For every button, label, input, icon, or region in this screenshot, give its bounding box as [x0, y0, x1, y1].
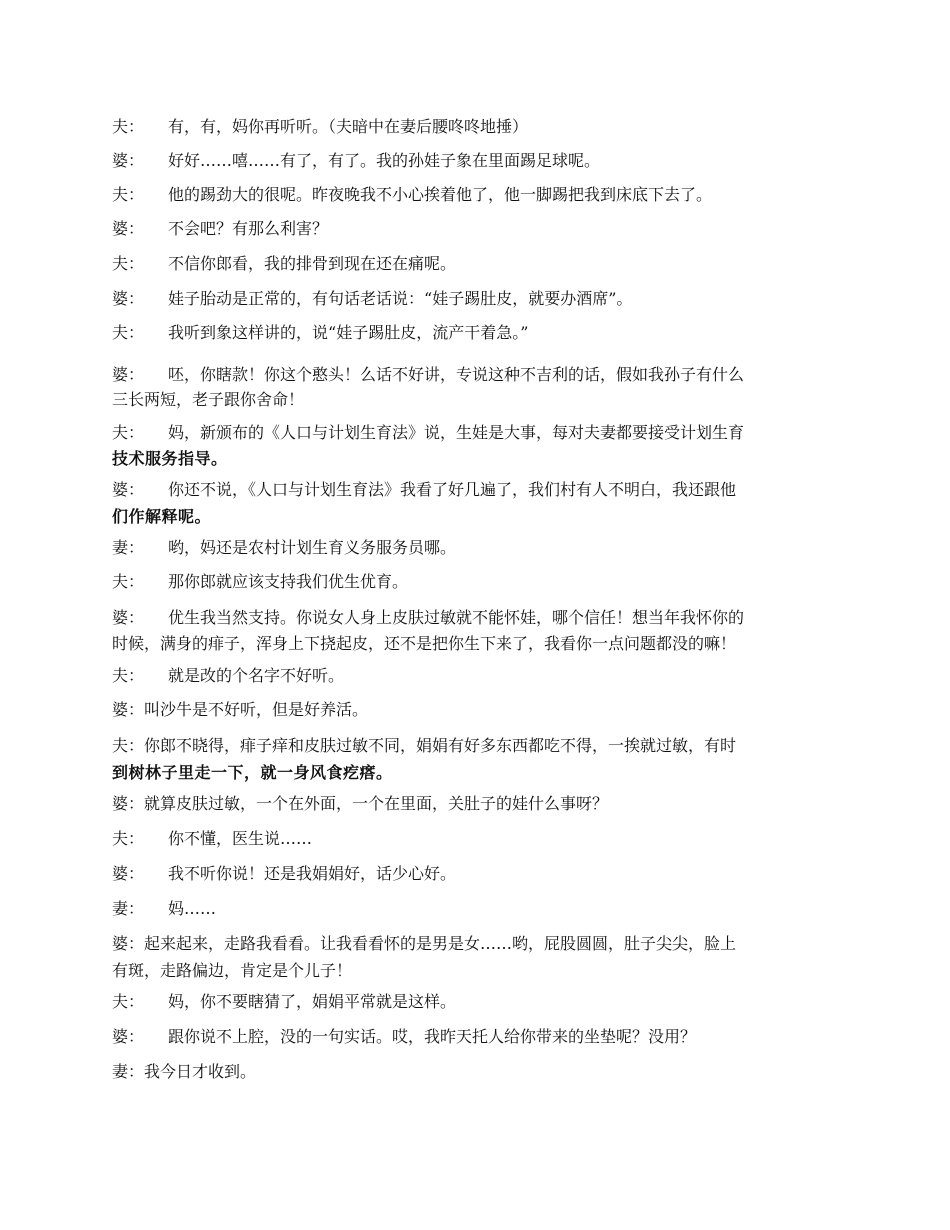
dialogue-line [112, 605, 842, 630]
dialogue-line [112, 989, 842, 1014]
speaker-label: 婆： [112, 289, 145, 308]
dialogue-text: 那你郎就应该支持我们优生优育。 [168, 572, 409, 591]
speaker-label: 婆： [112, 365, 145, 384]
dialogue-line [112, 569, 842, 594]
speaker-label: 夫： [112, 117, 145, 136]
dialogue-line [112, 826, 842, 851]
dialogue-line [112, 420, 842, 445]
dialogue-text: 就是改的个名字不好听。 [168, 666, 345, 685]
dialogue-line [112, 216, 842, 241]
speaker-label: 婆： [112, 934, 145, 953]
dialogue-continuation: 们作解释呢。 [112, 507, 212, 526]
dialogue-line [112, 320, 842, 345]
dialogue-line [112, 931, 842, 956]
speaker-label: 夫： [112, 423, 145, 442]
dialogue-text: 优生我当然支持。你说女人身上皮肤过敏就不能怀娃，哪个信任！想当年我怀你的 [168, 608, 745, 627]
dialogue-line [112, 251, 842, 276]
speaker-label: 夫： [112, 185, 145, 204]
dialogue-text: 哟，妈还是农村计划生育义务服务员哪。 [168, 538, 457, 557]
dialogue-continuation: 三长两短，老子跟你舍命！ [112, 390, 305, 409]
dialogue-line [112, 663, 842, 688]
dialogue-text: 妈…… [168, 899, 217, 918]
dialogue-line [112, 733, 842, 758]
speaker-label: 夫： [112, 829, 145, 848]
speaker-label: 婆： [112, 608, 145, 627]
speaker-label: 婆： [112, 219, 145, 238]
dialogue-text: 你郎不晓得，痱子痒和皮肤过敏不同，娟娟有好多东西都吃不得，一挨就过敏，有时 [144, 736, 737, 755]
speaker-label: 妻： [112, 538, 145, 557]
dialogue-line [112, 148, 842, 173]
dialogue-text: 呸，你瞎款！你这个憨头！么话不好讲，专说这种不吉利的话，假如我孙子有什么 [168, 365, 745, 384]
speaker-label: 婆： [112, 151, 145, 170]
dialogue-text: 不会吧？有那么利害？ [168, 219, 329, 238]
dialogue-text: 你不懂，医生说…… [168, 829, 313, 848]
dialogue-text: 起来起来，走路我看看。让我看看怀的是男是女……哟，屁股圆圆，肚子尖尖，脸上 [144, 934, 737, 953]
speaker-label: 夫： [112, 323, 145, 342]
dialogue-text: 娃子胎动是正常的，有句话老话说：“娃子踢肚皮，就要办酒席”。 [168, 289, 633, 308]
speaker-label: 婆： [112, 794, 145, 813]
dialogue-text: 我今日才收到。 [144, 1062, 257, 1081]
dialogue-text: 叫沙牛是不好听，但是好养活。 [144, 700, 369, 719]
dialogue-line [112, 791, 842, 816]
dialogue-continuation: 时候，满身的痱子，浑身上下挠起皮，还不是把你生下来了，我看你一点问题都没的嘛！ [112, 634, 737, 653]
dialogue-line [112, 896, 842, 921]
dialogue-continuation: 到树林子里走一下，就一身风食疙瘩。 [112, 763, 393, 782]
dialogue-line [112, 1024, 842, 1049]
speaker-label: 妻： [112, 899, 145, 918]
speaker-label: 夫： [112, 992, 145, 1011]
speaker-label: 夫： [112, 736, 145, 755]
dialogue-continuation: 有斑，走路偏边，肯定是个儿子！ [112, 961, 353, 980]
speaker-label: 婆： [112, 1027, 145, 1046]
dialogue-text: 你还不说，《人口与计划生育法》我看了好几遍了，我们村有人不明白，我还跟他 [168, 480, 737, 499]
dialogue-text: 不信你郎看，我的排骨到现在还在痛呢。 [168, 254, 457, 273]
dialogue-text: 妈，新颁布的《人口与计划生育法》说，生娃是大事，每对夫妻都要接受计划生育 [168, 423, 745, 442]
dialogue-line [112, 697, 842, 722]
dialogue-line [112, 114, 842, 139]
dialogue-text: 我听到象这样讲的，说“娃子踢肚皮，流产干着急。” [168, 323, 529, 342]
dialogue-line [112, 861, 842, 886]
dialogue-line [112, 535, 842, 560]
dialogue-continuation: 技术服务指导。 [112, 449, 228, 468]
dialogue-text: 他的踢劲大的很呢。昨夜晚我不小心挨着他了，他一脚踢把我到床底下去了。 [168, 185, 713, 204]
dialogue-line [112, 182, 842, 207]
dialogue-text: 我不听你说！还是我娟娟好，话少心好。 [168, 864, 457, 883]
dialogue-line [112, 286, 842, 311]
speaker-label: 婆： [112, 700, 145, 719]
dialogue-text: 妈，你不要瞎猜了，娟娟平常就是这样。 [168, 992, 457, 1011]
speaker-label: 妻： [112, 1062, 145, 1081]
dialogue-line [112, 1059, 842, 1084]
dialogue-text: 就算皮肤过敏，一个在外面，一个在里面，关肚子的娃什么事呀？ [144, 794, 609, 813]
speaker-label: 夫： [112, 666, 145, 685]
speaker-label: 夫： [112, 572, 145, 591]
dialogue-line [112, 362, 842, 387]
dialogue-text: 跟你说不上腔，没的一句实话。哎，我昨天托人给你带来的坐垫呢？没用？ [168, 1027, 697, 1046]
dialogue-text: 有，有，妈你再听听。（夫暗中在妻后腰咚咚地捶） [168, 117, 529, 136]
dialogue-text: 好好……嘻……有了，有了。我的孙娃子象在里面踢足球呢。 [168, 151, 601, 170]
speaker-label: 婆： [112, 480, 145, 499]
speaker-label: 夫： [112, 254, 145, 273]
speaker-label: 婆： [112, 864, 145, 883]
dialogue-line [112, 477, 842, 502]
